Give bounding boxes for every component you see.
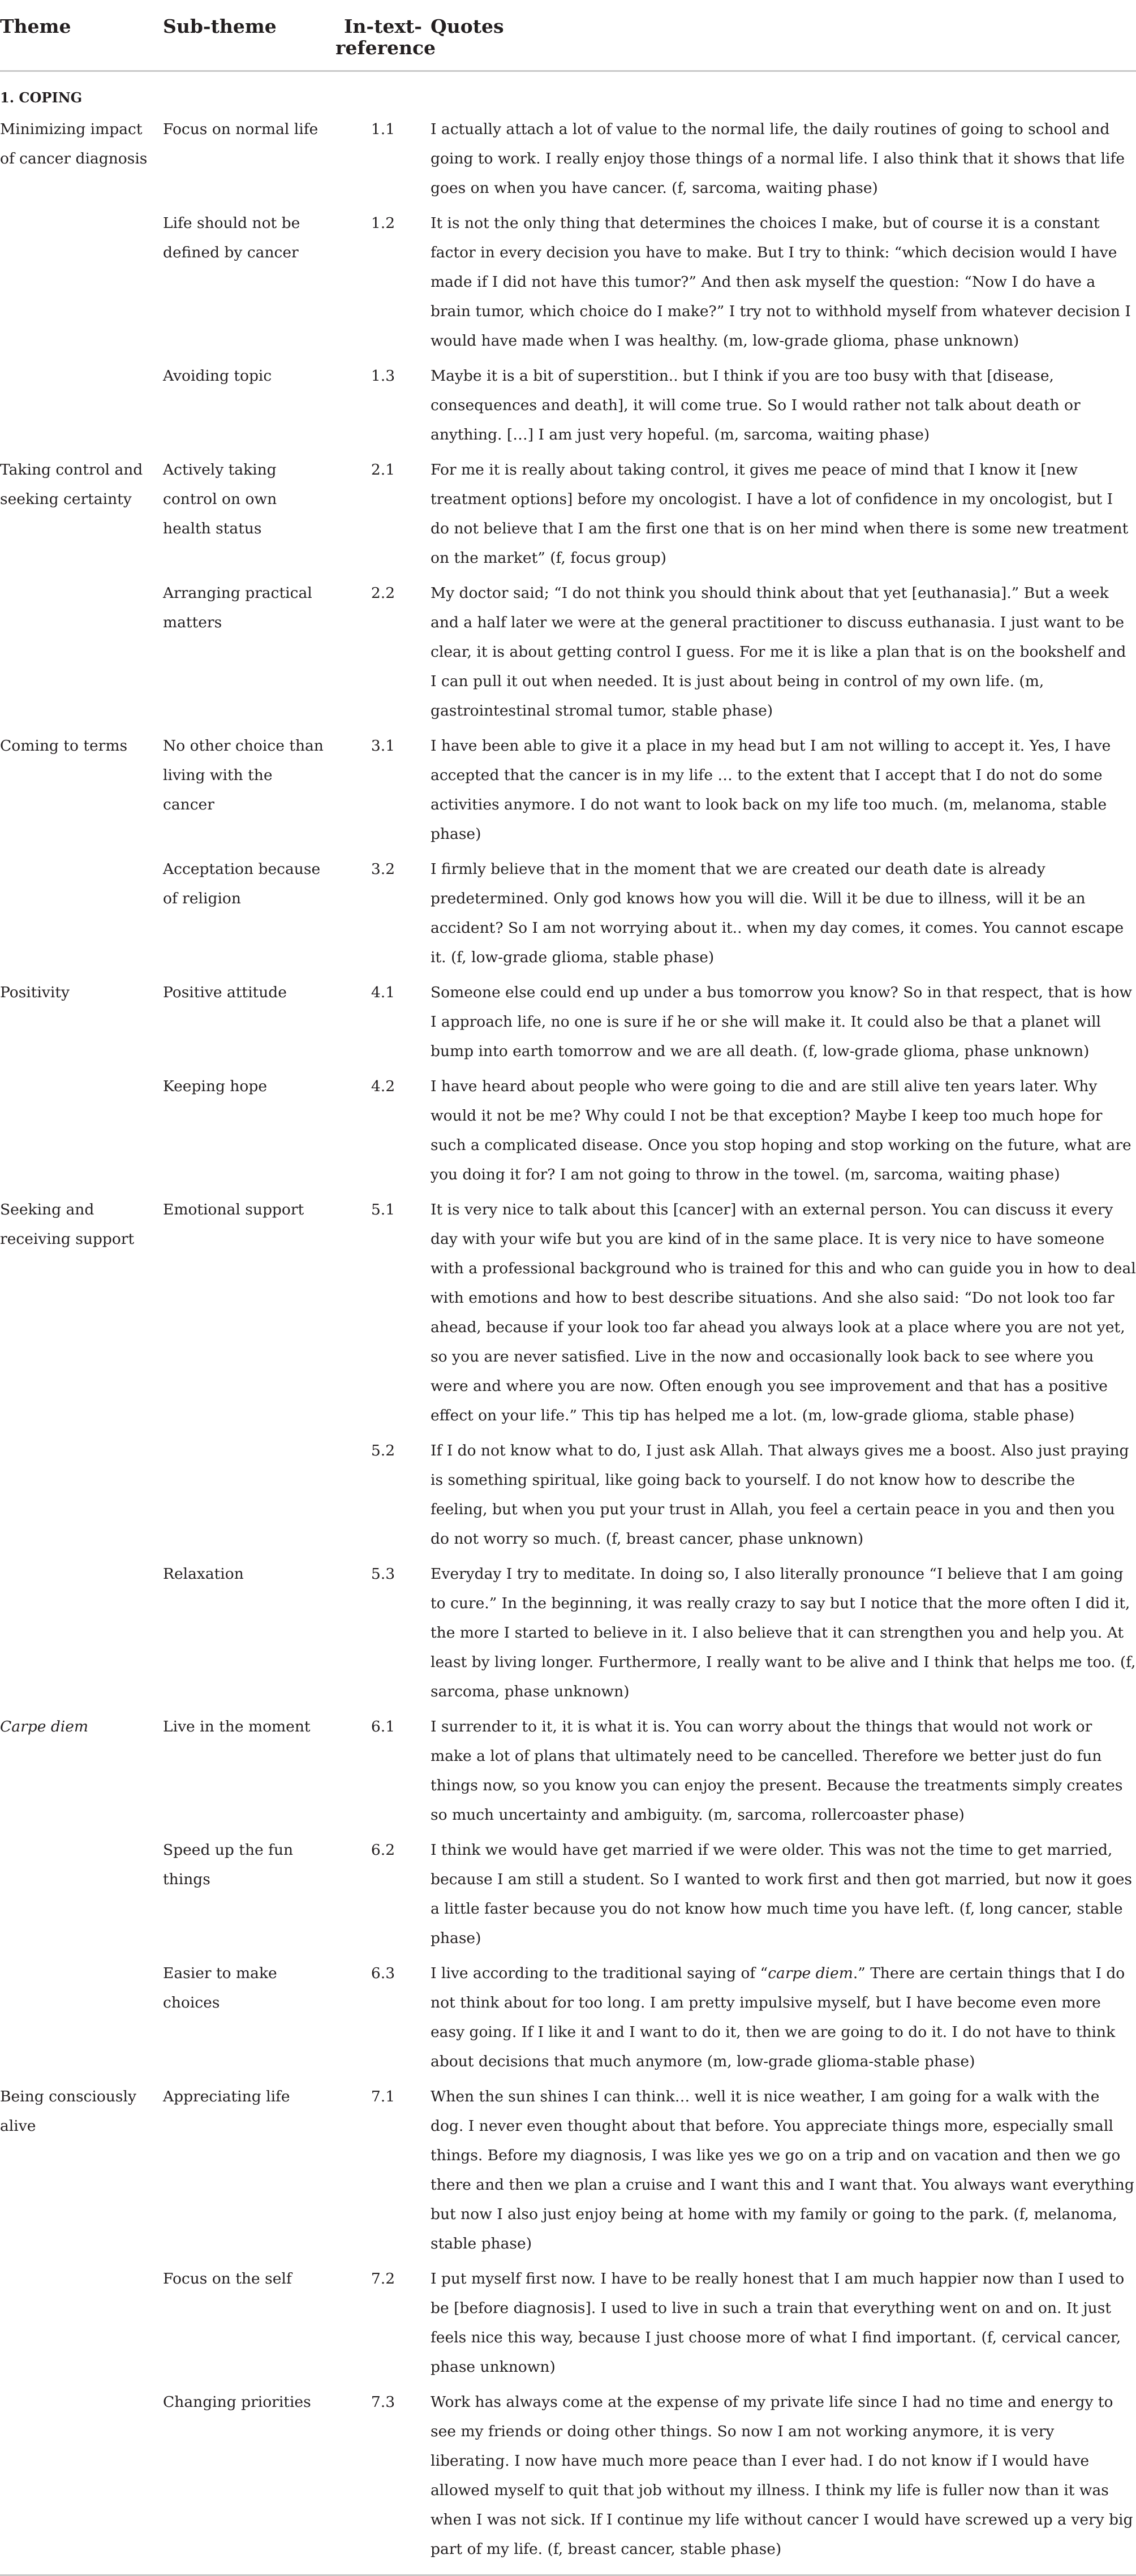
quote-text: I have been able to give it a place in my head but I am not willing to accept it. Yes, I have accepted that the cancer is in my life … to the extent that I accept that I do not do some activities anymore. I do not want to look back on my life too much. (m, melanoma, stable phase) [431, 737, 1111, 843]
reference-cell: 3.2 [371, 860, 395, 878]
quote-text: It is not the only thing that determines the choices I make, but of course it is a constant factor in every decision you have to make. But I try to think: “which decision would I have made if I did not have this tumor?” And then ask myself the question: “Now I do have a brain tumor, which choice do I make?” I try not to withhold myself from whatever decision I would have made when I was healthy. (m, low-grade glioma, phase unknown) [431, 214, 1131, 350]
theme-cell [0, 849, 163, 972]
quote-text: When the sun shines I can think… well it is nice weather, I am going for a walk with the dog. I never even thought about that before. You appreciate things more, especially small things. Before my diagnosis, I was like yes we go on a trip and on vacation and then we go there and then we plan a cruise and I want this and I want that. You always want everything but now I also just enjoy being at home with my family or going to the park. (f, melanoma, stable phase) [431, 2088, 1134, 2252]
theme-cell: Seeking and receiving support [0, 1201, 135, 1248]
reference-cell: 7.3 [335, 2382, 431, 2575]
table-row [0, 2259, 1136, 2382]
reference-cell: 5.2 [371, 1442, 395, 1459]
quote-text: Work has always come at the expense of my private life since I had no time and energy to see my friends or doing other things. So now I am not working anymore, it is very liberating. I now have much more peace than I ever had. I do not know if I would have allowed myself to quit that job without my illness. I think my life is fuller now than it was when I was not sick. If I continue my life without cancer I would have screwed up a very big part of my life. (f, breast cancer, stable phase) [431, 2393, 1133, 2558]
reference-cell: 6.3 [371, 1965, 395, 1982]
quote-cell [431, 2259, 1136, 2382]
theme-cell [0, 356, 163, 450]
theme-cell [0, 1830, 163, 1953]
table-row [0, 1190, 1136, 1431]
subtheme-cell: Acceptation because of religion [163, 860, 321, 907]
table-row [0, 1066, 1136, 1190]
subtheme-cell: Appreciating life [163, 2088, 290, 2105]
quote-text: If I do not know what to do, I just ask Allah. That always gives me a boost. Also just praying is something spiritual, like going back to yourself. I do not know how to describe the feeling, but when you put your trust in Allah, you feel a certain peace in you and then you do not worry so much. (f, breast cancer, phase unknown) [431, 1442, 1129, 1548]
table-row [0, 109, 1136, 203]
reference-cell: 1.1 [371, 120, 395, 138]
quote-cell [431, 1554, 1136, 1707]
reference-cell: 5.1 [371, 1201, 395, 1218]
reference-cell: 1.3 [371, 367, 395, 385]
quote-text: Everyday I try to meditate. In doing so, I also literally pronounce “I believe that I am going to cure.” In the beginning, it was really crazy to say but I notice that the more often I did it, the more I started to believe in it. I also believe that it can strengthen you and help you. At least by living longer. Furthermore, I really want to be alive and I think that helps me too. (f, sarcoma, phase unknown) [431, 1565, 1136, 1700]
subtheme-cell: Positive attitude [163, 984, 287, 1001]
reference-cell: 6.1 [371, 1718, 395, 1735]
reference-cell: 7.1 [371, 2088, 395, 2105]
theme-cell: Coming to terms [0, 737, 128, 755]
quote-cell [431, 573, 1136, 726]
section-heading: 1. COPING [0, 89, 83, 106]
table-row [0, 1707, 1136, 1830]
quote-text: Someone else could end up under a bus tomorrow you know? So in that respect, that is how I approach life, no one is sure if he or she will make it. It could also be that a planet will bump into earth tomorrow and we are all death. (f, low-grade glioma, phase unknown) [431, 984, 1133, 1060]
reference-cell: 6.2 [371, 1841, 395, 1859]
theme-cell: Being consciously alive [0, 2088, 136, 2135]
quote-text: For me it is really about taking control, it gives me peace of mind that I know it [new treatment options] before my oncologist. I have a lot of confidence in my oncologist, but I do not believe that I am the first one that is on her mind when there is some new treatment on the market” (f, focus group) [431, 461, 1129, 567]
subtheme-cell: Easier to make choices [163, 1965, 277, 2011]
theme-cell [0, 1431, 163, 1554]
quote-cell [431, 849, 1136, 972]
table-body [0, 71, 1136, 2575]
subtheme-cell: Actively taking control on own health status [163, 461, 277, 537]
quote-cell [431, 972, 1136, 1066]
theme-cell [0, 203, 163, 356]
theme-cell [0, 573, 163, 726]
table-row [0, 849, 1136, 972]
reference-cell: 2.2 [371, 584, 395, 602]
table-row [0, 450, 1136, 573]
quote-text: My doctor said; “I do not think you should think about that yet [euthanasia].” But a week and a half later we were at the general practitioner to discuss euthanasia. I just want to be clear, it is about getting control I guess. For me it is like a plan that is on the bookshelf and I can pull it out when needed. It is just about being in control of my own life. (m, gastrointestinal stromal tumor, stable phase) [431, 584, 1126, 720]
theme-cell: Minimizing impact of cancer diagnosis [0, 120, 148, 167]
quote-cell [431, 203, 1136, 356]
subtheme-cell: Focus on the self [163, 2270, 292, 2288]
theme-cell [0, 1554, 163, 1707]
quote-text: It is very nice to talk about this [cancer] with an external person. You can discuss it every day with your wife but you are kind of in the same place. It is very nice to have someone with a professional background who is trained for this and who can guide you in how to deal with emotions and how to best describe situations. And she also said: “Do not look too far ahead, because if your look too far ahead you always look at a place where you are not yet, so you are never satisfied. Live in the now and occasionally look back to see where you were and where you are now. Often enough you see improvement and that has a positive effect on your life.” This tip has helped me a lot. (m, low-grade glioma, stable phase) [431, 1201, 1136, 1424]
quote-cell [431, 356, 1136, 450]
quote-text: Maybe it is a bit of superstition.. but I think if you are too busy with that [disease, consequences and death], it will come true. So I would rather not talk about death or anything. […] I am just very hopeful. (m, sarcoma, waiting phase) [431, 367, 1081, 443]
reference-cell: 1.2 [371, 214, 395, 232]
reference-cell: 4.1 [371, 984, 395, 1001]
table-row [0, 1554, 1136, 1707]
quote-text: .” There are certain things that I do not think about for too long. I am pretty impulsive myself, but I have become even more easy going. If I like it and I want to do it, then we are going to do it. I do not have to think about decisions that much anymore (m, low-grade glioma-stable phase) [431, 1965, 1125, 2070]
subtheme-cell [163, 1431, 335, 1554]
quote-italic-text: carpe diem [768, 1965, 853, 1982]
quote-cell [431, 726, 1136, 849]
table-row [0, 1953, 1136, 2077]
quote-text: I think we would have get married if we were older. This was not the time to get married, because I am still a student. So I wanted to work first and then got married, but now it goes a little faster because you do not know how much time you have left. (f, long cancer, stable phase) [431, 1841, 1133, 1947]
quote-cell [431, 450, 1136, 573]
header-theme: Theme [0, 0, 163, 71]
theme-cell [0, 2382, 163, 2575]
section-row [0, 71, 1136, 110]
quote-cell [431, 1066, 1136, 1190]
header-subtheme: Sub-theme [163, 0, 335, 71]
subtheme-cell: Live in the moment [163, 1718, 311, 1735]
quote-text: I live according to the traditional saying of “ [431, 1965, 768, 1982]
quote-cell [431, 2382, 1136, 2575]
quote-cell [431, 1830, 1136, 1953]
subtheme-cell: Changing priorities [163, 2382, 335, 2575]
subtheme-cell: Keeping hope [163, 1078, 268, 1095]
quote-cell [431, 2077, 1136, 2259]
subtheme-cell: Arranging practical matters [163, 584, 312, 631]
theme-cell: Taking control and seeking certainty [0, 461, 143, 508]
theme-cell: Positivity [0, 984, 70, 1001]
table-row [0, 2077, 1136, 2259]
quote-text: I surrender to it, it is what it is. You can worry about the things that would not work or make a lot of plans that ultimately need to be cancelled. Therefore we better just do fun things now, so you know you can enjoy the present. Because the treatments simply creates so much uncertainty and ambiguity. (m, sarcoma, rollercoaster phase) [431, 1718, 1123, 1824]
subtheme-cell: Avoiding topic [163, 367, 272, 385]
reference-cell: 3.1 [371, 737, 395, 755]
theme-cell [0, 1953, 163, 2077]
subtheme-cell: Emotional support [163, 1201, 304, 1218]
quote-cell [431, 1953, 1136, 2077]
table-row [0, 972, 1136, 1066]
theme-cell [0, 2259, 163, 2382]
quote-cell [431, 1190, 1136, 1431]
quote-cell [431, 109, 1136, 203]
subtheme-cell: Relaxation [163, 1565, 244, 1583]
table-row [0, 2382, 1136, 2575]
subtheme-cell: Speed up the fun things [163, 1841, 294, 1888]
quote-cell [431, 1707, 1136, 1830]
quote-text: I have heard about people who were going to die and are still alive ten years later. Why would it not be me? Why could I not be that exception? Maybe I keep too much hope for such a complicated disease. Once you stop hoping and stop working on the future, what are you doing it for? I am not going to throw in the towel. (m, sarcoma, waiting phase) [431, 1078, 1131, 1183]
table-row [0, 203, 1136, 356]
header-reference: In-text- reference [335, 0, 431, 71]
reference-cell: 7.2 [371, 2270, 395, 2288]
quote-text: I firmly believe that in the moment that we are created our death date is already predetermined. Only god knows how you will die. Will it be due to illness, will it be an accident? So I am not worrying about it.. when my day comes, it comes. You cannot escape it. (f, low-grade glioma, stable phase) [431, 860, 1124, 966]
theme-cell [0, 1066, 163, 1190]
table-row [0, 1431, 1136, 1554]
reference-cell: 2.1 [371, 461, 395, 479]
header-quotes: Quotes [431, 0, 1136, 71]
table-row [0, 726, 1136, 849]
subtheme-cell: Focus on normal life [163, 120, 319, 138]
table-row [0, 356, 1136, 450]
table-header [0, 0, 1136, 71]
subtheme-cell: No other choice than living with the cancer [163, 737, 324, 813]
subtheme-cell: Life should not be defined by cancer [163, 214, 300, 261]
quote-cell [431, 1431, 1136, 1554]
theme-cell: Carpe diem [0, 1718, 89, 1735]
quote-text: I put myself first now. I have to be really honest that I am much happier now than I used to be [before diagnosis]. I used to live in such a train that everything went on and on. It just feels nice this way, because I just choose more of what I find important. (f, cervical cancer, phase unknown) [431, 2270, 1125, 2376]
quote-text: I actually attach a lot of value to the normal life, the daily routines of going to school and going to work. I really enjoy those things of a normal life. I also think that it shows that life goes on when you have cancer. (f, sarcoma, waiting phase) [431, 120, 1125, 197]
reference-cell: 4.2 [371, 1078, 395, 1095]
table-row [0, 573, 1136, 726]
reference-cell: 5.3 [371, 1565, 395, 1583]
table-row [0, 1830, 1136, 1953]
